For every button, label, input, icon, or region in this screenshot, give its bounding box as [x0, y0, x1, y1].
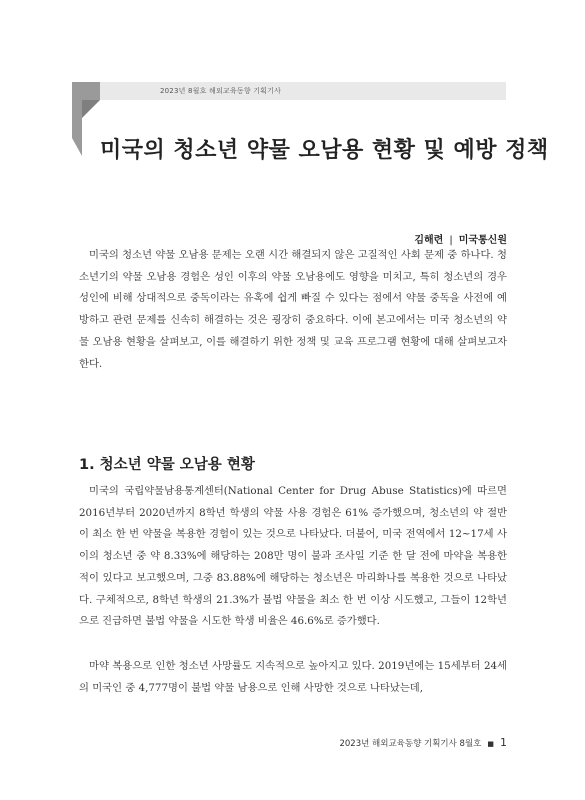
- author-name: 김해련: [414, 235, 444, 246]
- footer-text: 2023년 해외교육동향 기획기사 8월호: [339, 739, 482, 749]
- body-paragraph: 마약 복용으로 인한 청소년 사망률도 지속적으로 높아지고 있다. 2019년에는 15세부터 24세의 미국인 중 4,777명이 불법 약물 남용으로 인해 사망한 것으로 나타났는데,: [79, 660, 507, 694]
- body-paragraph: 미국의 국립약물남용통계센터(National Center for Drug Abuse Statistics)에 따르면 2016년부터 2020년까지 8학년 학생의 약물 사용 경험은 61% 증가했으며, 청소년의 약 절반이 최소 한 번 약물을 복용한 경험이 있는 것으로 나타났다. 더불어, 미국 전역에서 12~17세 사이의 청소년 중 약 8.33%에 해당하는 208만 명이 불과 조사일 기준 한 달 전에 마약을 복용한 적이 있다고 보고했으며, 그중 83.88%에 해당하는 청소년은 마리화나를 복용한 것으로 나타났다. 구체적으로, 8학년 학생의 21.3%가 불법 약물을 최소 한 번 이상 시도했고, 그들이 12학년으로 진급하면 불법 약물을 시도한 학생 비율은 46.6%로 증가했다.: [79, 485, 507, 628]
- section-title: 1. 청소년 약물 오남용 현황: [79, 457, 255, 474]
- article-title: 미국의 청소년 약물 오남용 현황 및 예방 정책: [100, 137, 549, 163]
- intro-paragraph: 미국의 청소년 약물 오남용 문제는 오랜 시간 해결되지 않은 고질적인 사회 문제 중 하나다. 청소년기의 약물 오남용 경험은 성인 이후의 약물 오남용에도 영향을 미치고, 특히 청소년의 경우 성인에 비해 상대적으로 중독이라는 유혹에 쉽게 빠질 수 있다는 점에서 약물 중독을 사전에 예방하고 관련 문제를 신속히 해결하는 것은 굉장히 중요하다. 이에 본고에서는 미국 청소년의 약물 오남용 현황을 살펴보고, 이를 해결하기 위한 정책 및 교육 프로그램 현황에 대해 살펴보고자 한다.: [79, 249, 507, 370]
- author-separator: |: [449, 235, 453, 246]
- author-line: [414, 231, 507, 246]
- page-number: 1: [500, 736, 507, 749]
- header-corner-decoration: [72, 82, 100, 156]
- header-label: 2023년 8월호 해외교육동향 기획기사: [160, 87, 282, 95]
- page-footer: [339, 736, 507, 749]
- footer-bullet: ■: [487, 740, 494, 748]
- author-org: 미국통신원: [458, 235, 507, 246]
